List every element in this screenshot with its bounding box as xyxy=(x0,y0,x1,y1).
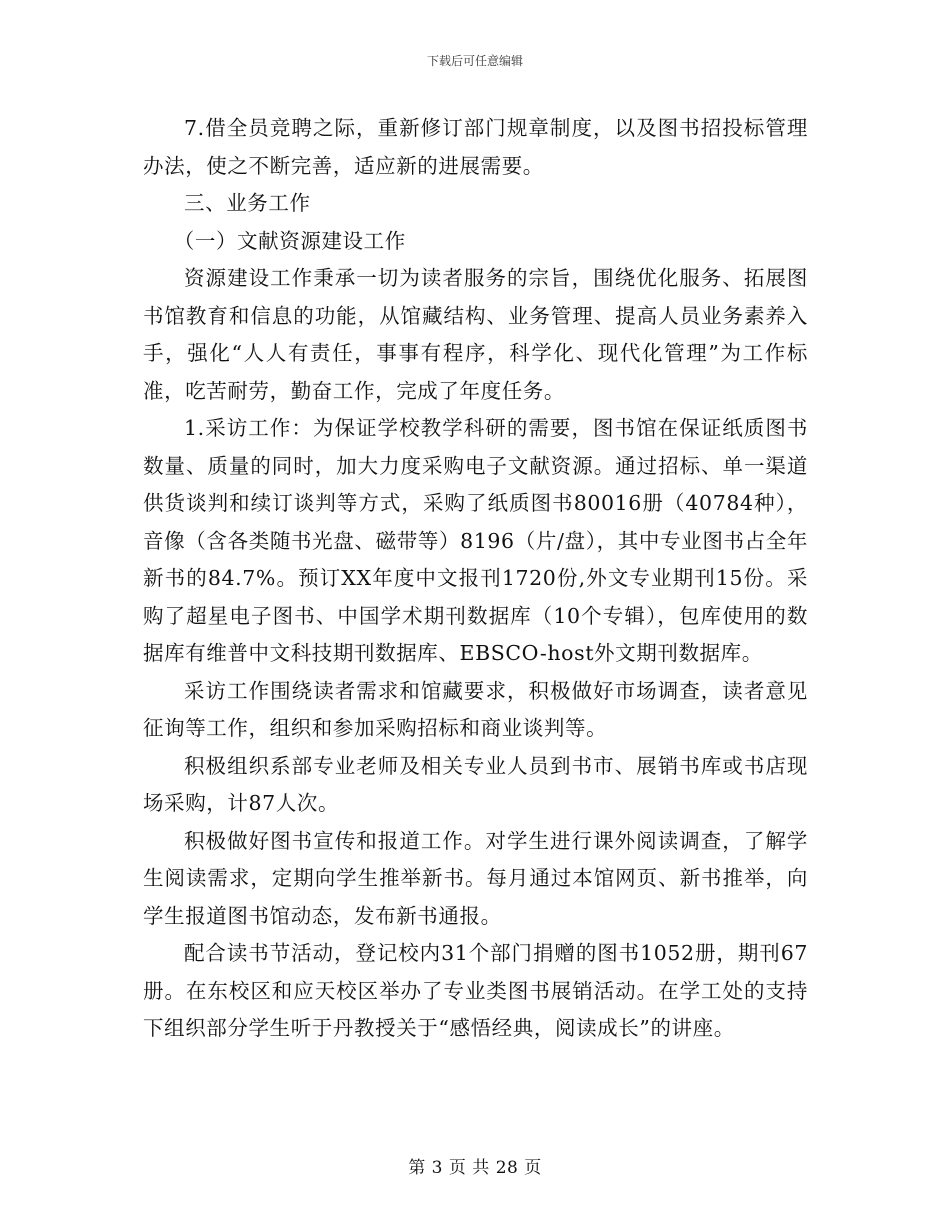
subsection-heading-resource-building: （一）文献资源建设工作 xyxy=(173,228,406,253)
paragraph-rules-revision: 7.借全员竞聘之际，重新修订部门规章制度，以及图书招投标管理办法，使之不断完善，适应新的进展需要。 xyxy=(143,116,808,178)
document-body xyxy=(143,110,808,1048)
paragraph-promotion: 积极做好图书宣传和报道工作。对学生进行课外阅读调查，了解学生阅读需求，定期向学生推举新书。每月通过本馆网页、新书推举，向学生报道图书馆动态，发布新书通报。 xyxy=(143,828,808,928)
page-number: 第 3 页 共 28 页 xyxy=(408,1158,542,1178)
section-heading-business-work: 三、业务工作 xyxy=(184,191,311,215)
header-note: 下载后可任意编辑 xyxy=(426,54,523,68)
paragraph-resource-building-summary: 资源建设工作秉承一切为读者服务的宗旨，围绕优化服务、拓展图书馆教育和信息的功能，从馆藏结构、业务管理、提高人员业务素养入手，强化“人人有责任，事事有程序，科学化、现代化管理”为工作标准，吃苦耐劳，勤奋工作，完成了年度任务。 xyxy=(143,266,808,403)
paragraph-reading-festival: 配合读书节活动，登记校内31个部门捐赠的图书1052册，期刊67册。在东校区和应天校区举办了专业类图书展销活动。在学工处的支持下组织部分学生听于丹教授关于“感悟经典，阅读成长”的讲座。 xyxy=(143,941,808,1040)
paragraph-acquisition-survey: 采访工作围绕读者需求和馆藏要求，积极做好市场调查，读者意见征询等工作，组织和参加采购招标和商业谈判等。 xyxy=(143,678,808,740)
paragraph-acquisition-work: 1.采访工作：为保证学校教学科研的需要，图书馆在保证纸质图书数量、质量的同时，加大力度采购电子文献资源。通过招标、单一渠道供货谈判和续订谈判等方式，采购了纸质图书80016册（40784种），音像（含各类随书光盘、磁带等）8196（片/盘），其中专业图书占全年新书的84.7%。预订XX年度中文报刊1720份,外文专业期刊15份。采购了超星电子图书、中国学术期刊数据库（10个专辑），包库使用的数据库有维普中文科技期刊数据库、EBSCO-host外文期刊数据库。 xyxy=(143,416,808,665)
paragraph-onsite-purchase: 积极组织系部专业老师及相关专业人员到书市、展销书库或书店现场采购，计87人次。 xyxy=(143,753,808,815)
